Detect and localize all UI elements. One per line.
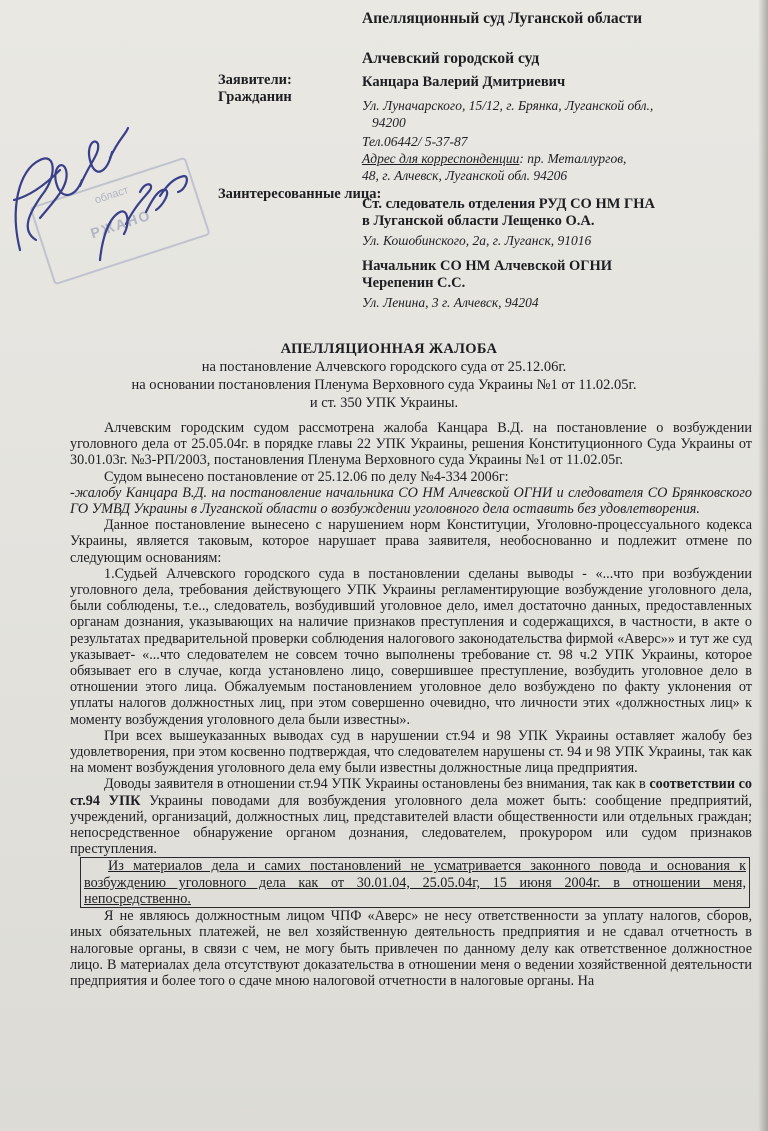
paragraph-7-a: Доводы заявителя в отношении ст.94 УПК Украины остановлены без внимания, так как в	[104, 776, 650, 793]
paragraph-1: Алчевским городским судом рассмотрена жалоба Канцара В.Д. на постановление о возбуждении уголовного дела от 25.05.04г. в порядке главы 22 УПК Украины, решения Конституционного Суда Украины от 30.01.03г. №3-РП/2003, постановления Пленума Верховного суда Украины №1 от 11.02.05г.	[70, 420, 752, 469]
paragraph-7-c: Украины поводами для возбуждения уголовного дела может быть: сообщение предприятий, учреждений, организаций, должностных лиц, представителей власти общественности или отдельных граждан; непосредственное обнаружение органом дознания, следователем, прокурором или судом признаков преступления.	[70, 792, 752, 858]
correspondence-address-2: 48, г. Алчевск, Луганской обл. 94206	[362, 168, 568, 183]
paragraph-8-boxed: Из материалов дела и самих постановлений не усматривается законного повода и основания к возбуждению уголовного дела как от 30.01.04, 25.05.04г, 15 июня 2004г. в отношении меня, непосредственно.	[80, 857, 750, 908]
applicant-block	[362, 74, 653, 184]
interested-2-line-2: Черепенин С.С.	[362, 275, 466, 291]
interested-2-line-1: Начальник СО НМ Алчевской ОГНИ	[362, 258, 613, 274]
applicant-address-2: 94200	[372, 115, 406, 130]
complaint-body	[70, 420, 752, 989]
complaint-title-block	[0, 340, 768, 412]
interested-1-line-1: Ст. следователь отделения РУД СО НМ ГНА	[362, 196, 656, 212]
interested-person-1	[362, 196, 655, 249]
interested-1-address: Ул. Кошобинского, 2а, г. Луганск, 91016	[362, 233, 592, 248]
stamp-line-2: РЖАНО	[88, 206, 154, 242]
applicant-name: Канцара Валерий Дмитриевич	[362, 74, 566, 90]
interested-label: Заинтересованные лица:	[218, 186, 382, 202]
interested-1-line-2: в Луганской области Лещенко О.А.	[362, 213, 595, 229]
interested-2-address: Ул. Ленина, 3 г. Алчевск, 94204	[362, 295, 539, 310]
applicant-address-1: Ул. Луначарского, 15/12, г. Брянка, Луганской обл.,	[362, 98, 654, 113]
handwritten-signature	[0, 100, 210, 280]
paragraph-5: 1.Судьей Алчевского городского суда в постановлении сделаны выводы - «...что при возбуждении уголовного дела, требования действующего УПК Украины регламентирующие возбуждение уголовного дела, были соблюдены, т.е.., следователь, возбудивший уголовное дело, имел достаточно данных, предоставленных органам дознания, указывающих на наличие признаков преступления и содержащихся, в частности, в акте о результатах предварительной проверки соблюдения налогового законодательства фирмой «Аверс»» и тут же суд указывает- «...что следователем не совсем точно выполнены требование ст. 98 ч.2 УПК Украины, которое обязывает его в случае, когда установлено лицо, совершившее преступление, возбудить уголовное дело в отношении этого лица. Обжалуемым постановлением уголовное дело возбуждено по факту уклонения от уплаты налогов должностных лиц, при этом совершенно очевидно, что личности этих «должностных лиц» к моменту возбуждения уголовного дела были известны».	[70, 565, 752, 728]
paragraph-7-bold: соответствии со ст.94 УПК	[70, 776, 752, 809]
paragraph-6: При всех вышеуказанных выводах суд в нарушении ст.94 и 98 УПК Украины оставляет жалобу без удовлетворения, при этом косвенно подтверждая, что следователем нарушены ст. 94 и 98 УПК Украины, так как на момент возбуждения уголовного дела ему были известны должностные лица предприятия.	[70, 727, 752, 777]
court-city-title: Алчевский городской суд	[362, 50, 540, 67]
court-appeal-title: Апелляционный суд Луганской области	[362, 10, 643, 27]
interested-person-2	[362, 258, 612, 311]
correspondence-label: Адрес для корреспонденции	[362, 151, 520, 166]
paragraph-4: Данное постановление вынесено с нарушением норм Конституции, Уголовно-процессуального кодекса Украины, является таковым, которое нарушает права заявителя, необоснованно и подлежит отмене по следующим основаниям:	[70, 517, 752, 566]
complaint-subtitle-1: на постановление Алчевского городского суда от 25.12.06г.	[201, 359, 567, 375]
correspondence-address-1: : пр. Металлургов,	[519, 151, 627, 166]
paragraph-3: -жалобу Канцара В.Д. на постановление начальника СО НМ Алчевской ОГНИ и следователя СО Брянковского ГО УМВД Украины в Луганской области о возбуждении уголовного дела оставить без удовлетворения.	[70, 484, 752, 518]
complaint-subtitle-2: на основании постановления Пленума Верховного суда Украины №1 от 11.02.05г.	[131, 377, 637, 393]
complaint-subtitle-3: и ст. 350 УПК Украины.	[309, 395, 459, 411]
paragraph-7	[70, 776, 752, 857]
paragraph-9: Я не являюсь должностным лицом ЧПФ «Аверс» не несу ответственности за уплату налогов, сборов, иных обязательных платежей, не вел хозяйственную деятельность предприятия и не сдавал отчетность в налоговые органы, в связи с чем, не могу быть привлечен по данному делу как ответственное должностное лицо. В материалах дела отсутствуют доказательства в отношении меня о ведении хозяйственной деятельности предприятия и более того о сдаче мною налоговой отчетности в налоговые органы. На	[70, 908, 752, 989]
paragraph-2: Судом вынесено постановление от 25.12.06 по делу №4-334 2006г:	[104, 468, 509, 485]
stamp-line-1: област	[93, 184, 131, 207]
applicant-correspondence	[362, 150, 653, 167]
citizen-label: Гражданин	[218, 89, 292, 105]
applicant-phone: Тел.06442/ 5-37-87	[362, 134, 468, 149]
complaint-title: АПЕЛЛЯЦИОННАЯ ЖАЛОБА	[280, 341, 498, 357]
applicants-label: Заявители:	[218, 72, 292, 88]
